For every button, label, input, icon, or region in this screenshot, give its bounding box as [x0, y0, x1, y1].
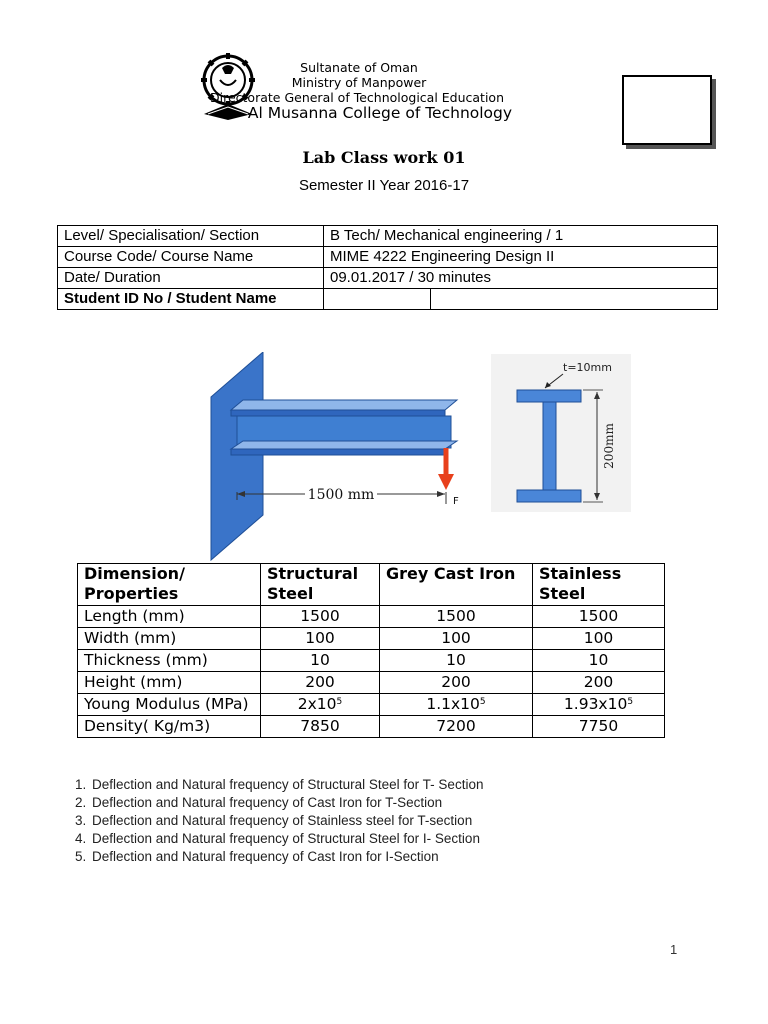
- table-cell: 7750: [533, 716, 665, 738]
- row-label: Density( Kg/m3): [78, 716, 261, 738]
- table-row: [78, 650, 665, 672]
- header-cell: Structural Steel: [261, 564, 380, 606]
- table-cell: 100: [533, 628, 665, 650]
- table-cell: 100: [261, 628, 380, 650]
- table-cell: 7850: [261, 716, 380, 738]
- row-label: Length (mm): [78, 606, 261, 628]
- table-row: [78, 694, 665, 716]
- table-row: [58, 289, 718, 310]
- table-header-row: [78, 564, 665, 606]
- i-section-web: [543, 402, 556, 490]
- info-value: MIME 4222 Engineering Design II: [324, 247, 718, 268]
- modulus-base: 1.93x10: [563, 695, 628, 713]
- force-label: F: [453, 496, 459, 507]
- info-label: Date/ Duration: [58, 268, 324, 289]
- row-label: Width (mm): [78, 628, 261, 650]
- material-properties-table: [77, 563, 665, 738]
- beam-top-flange-top: [231, 400, 457, 410]
- beam-top-flange: [231, 410, 445, 416]
- list-item: 4. Deflection and Natural frequency of Structural Steel for I- Section: [90, 830, 483, 848]
- page-number: 1: [670, 942, 678, 957]
- course-info-table: [57, 225, 718, 310]
- table-row: [78, 716, 665, 738]
- table-row: [78, 628, 665, 650]
- page-title: Lab Class work 01: [302, 148, 466, 167]
- table-cell: 7200: [380, 716, 533, 738]
- list-item: 2. Deflection and Natural frequency of Cast Iron for T-Section: [90, 794, 483, 812]
- info-value: 09.01.2017 / 30 minutes: [324, 268, 718, 289]
- header-ministry: Ministry of Manpower: [291, 75, 427, 90]
- modulus-base: 2x10: [297, 695, 337, 713]
- modulus-exponent: 5: [336, 697, 343, 707]
- table-cell: 100: [380, 628, 533, 650]
- info-label: Course Code/ Course Name: [58, 247, 324, 268]
- table-cell: 1500: [380, 606, 533, 628]
- wall-plate: [211, 352, 263, 560]
- height-label: 200mm: [602, 423, 616, 469]
- task-list: [44, 776, 483, 866]
- beam-bottom-flange: [231, 449, 445, 455]
- table-cell: 200: [380, 672, 533, 694]
- header-cell: Dimension/ Properties: [78, 564, 261, 606]
- table-row: [78, 672, 665, 694]
- info-label: Student ID No / Student Name: [58, 289, 324, 310]
- info-value: B Tech/ Mechanical engineering / 1: [324, 226, 718, 247]
- row-label: Thickness (mm): [78, 650, 261, 672]
- modulus-exponent: 5: [627, 697, 634, 707]
- table-cell: [380, 694, 533, 716]
- header-country: Sultanate of Oman: [300, 60, 418, 75]
- i-section-figure: [491, 354, 631, 512]
- i-section-bottom-flange: [517, 490, 581, 502]
- table-cell: [261, 694, 380, 716]
- list-item: 1. Deflection and Natural frequency of Structural Steel for T- Section: [90, 776, 483, 794]
- id-box: [622, 75, 712, 145]
- header-directorate: Directorate General of Technological Education: [210, 90, 505, 105]
- list-item: 3. Deflection and Natural frequency of Stainless steel for T-section: [90, 812, 483, 830]
- beam-bottom-flange-top: [231, 441, 457, 449]
- info-label: Level/ Specialisation/ Section: [58, 226, 324, 247]
- table-cell: 1500: [261, 606, 380, 628]
- header-cell: Stainless Steel: [533, 564, 665, 606]
- row-label: Young Modulus (MPa): [78, 694, 261, 716]
- college-name: Al Musanna College of Technology: [247, 104, 513, 122]
- modulus-exponent: 5: [479, 697, 486, 707]
- cantilever-beam-figure: [205, 352, 475, 562]
- table-row: [58, 247, 718, 268]
- list-item: 5. Deflection and Natural frequency of Cast Iron for I-Section: [90, 848, 483, 866]
- student-name-field[interactable]: [431, 289, 718, 310]
- student-id-field[interactable]: [324, 289, 431, 310]
- modulus-base: 1.1x10: [426, 695, 480, 713]
- table-cell: 10: [380, 650, 533, 672]
- table-cell: 10: [533, 650, 665, 672]
- table-cell: 1500: [533, 606, 665, 628]
- row-label: Height (mm): [78, 672, 261, 694]
- header-cell: Grey Cast Iron: [380, 564, 533, 606]
- length-label: 1500 mm: [307, 487, 375, 503]
- table-cell: 10: [261, 650, 380, 672]
- i-section-top-flange: [517, 390, 581, 402]
- table-row: [78, 606, 665, 628]
- force-arrow: [438, 474, 454, 490]
- table-cell: 200: [533, 672, 665, 694]
- table-row: [58, 226, 718, 247]
- table-cell: 200: [261, 672, 380, 694]
- table-cell: [533, 694, 665, 716]
- semester-line: Semester II Year 2016-17: [298, 177, 470, 194]
- table-row: [58, 268, 718, 289]
- thickness-label: t=10mm: [563, 361, 612, 374]
